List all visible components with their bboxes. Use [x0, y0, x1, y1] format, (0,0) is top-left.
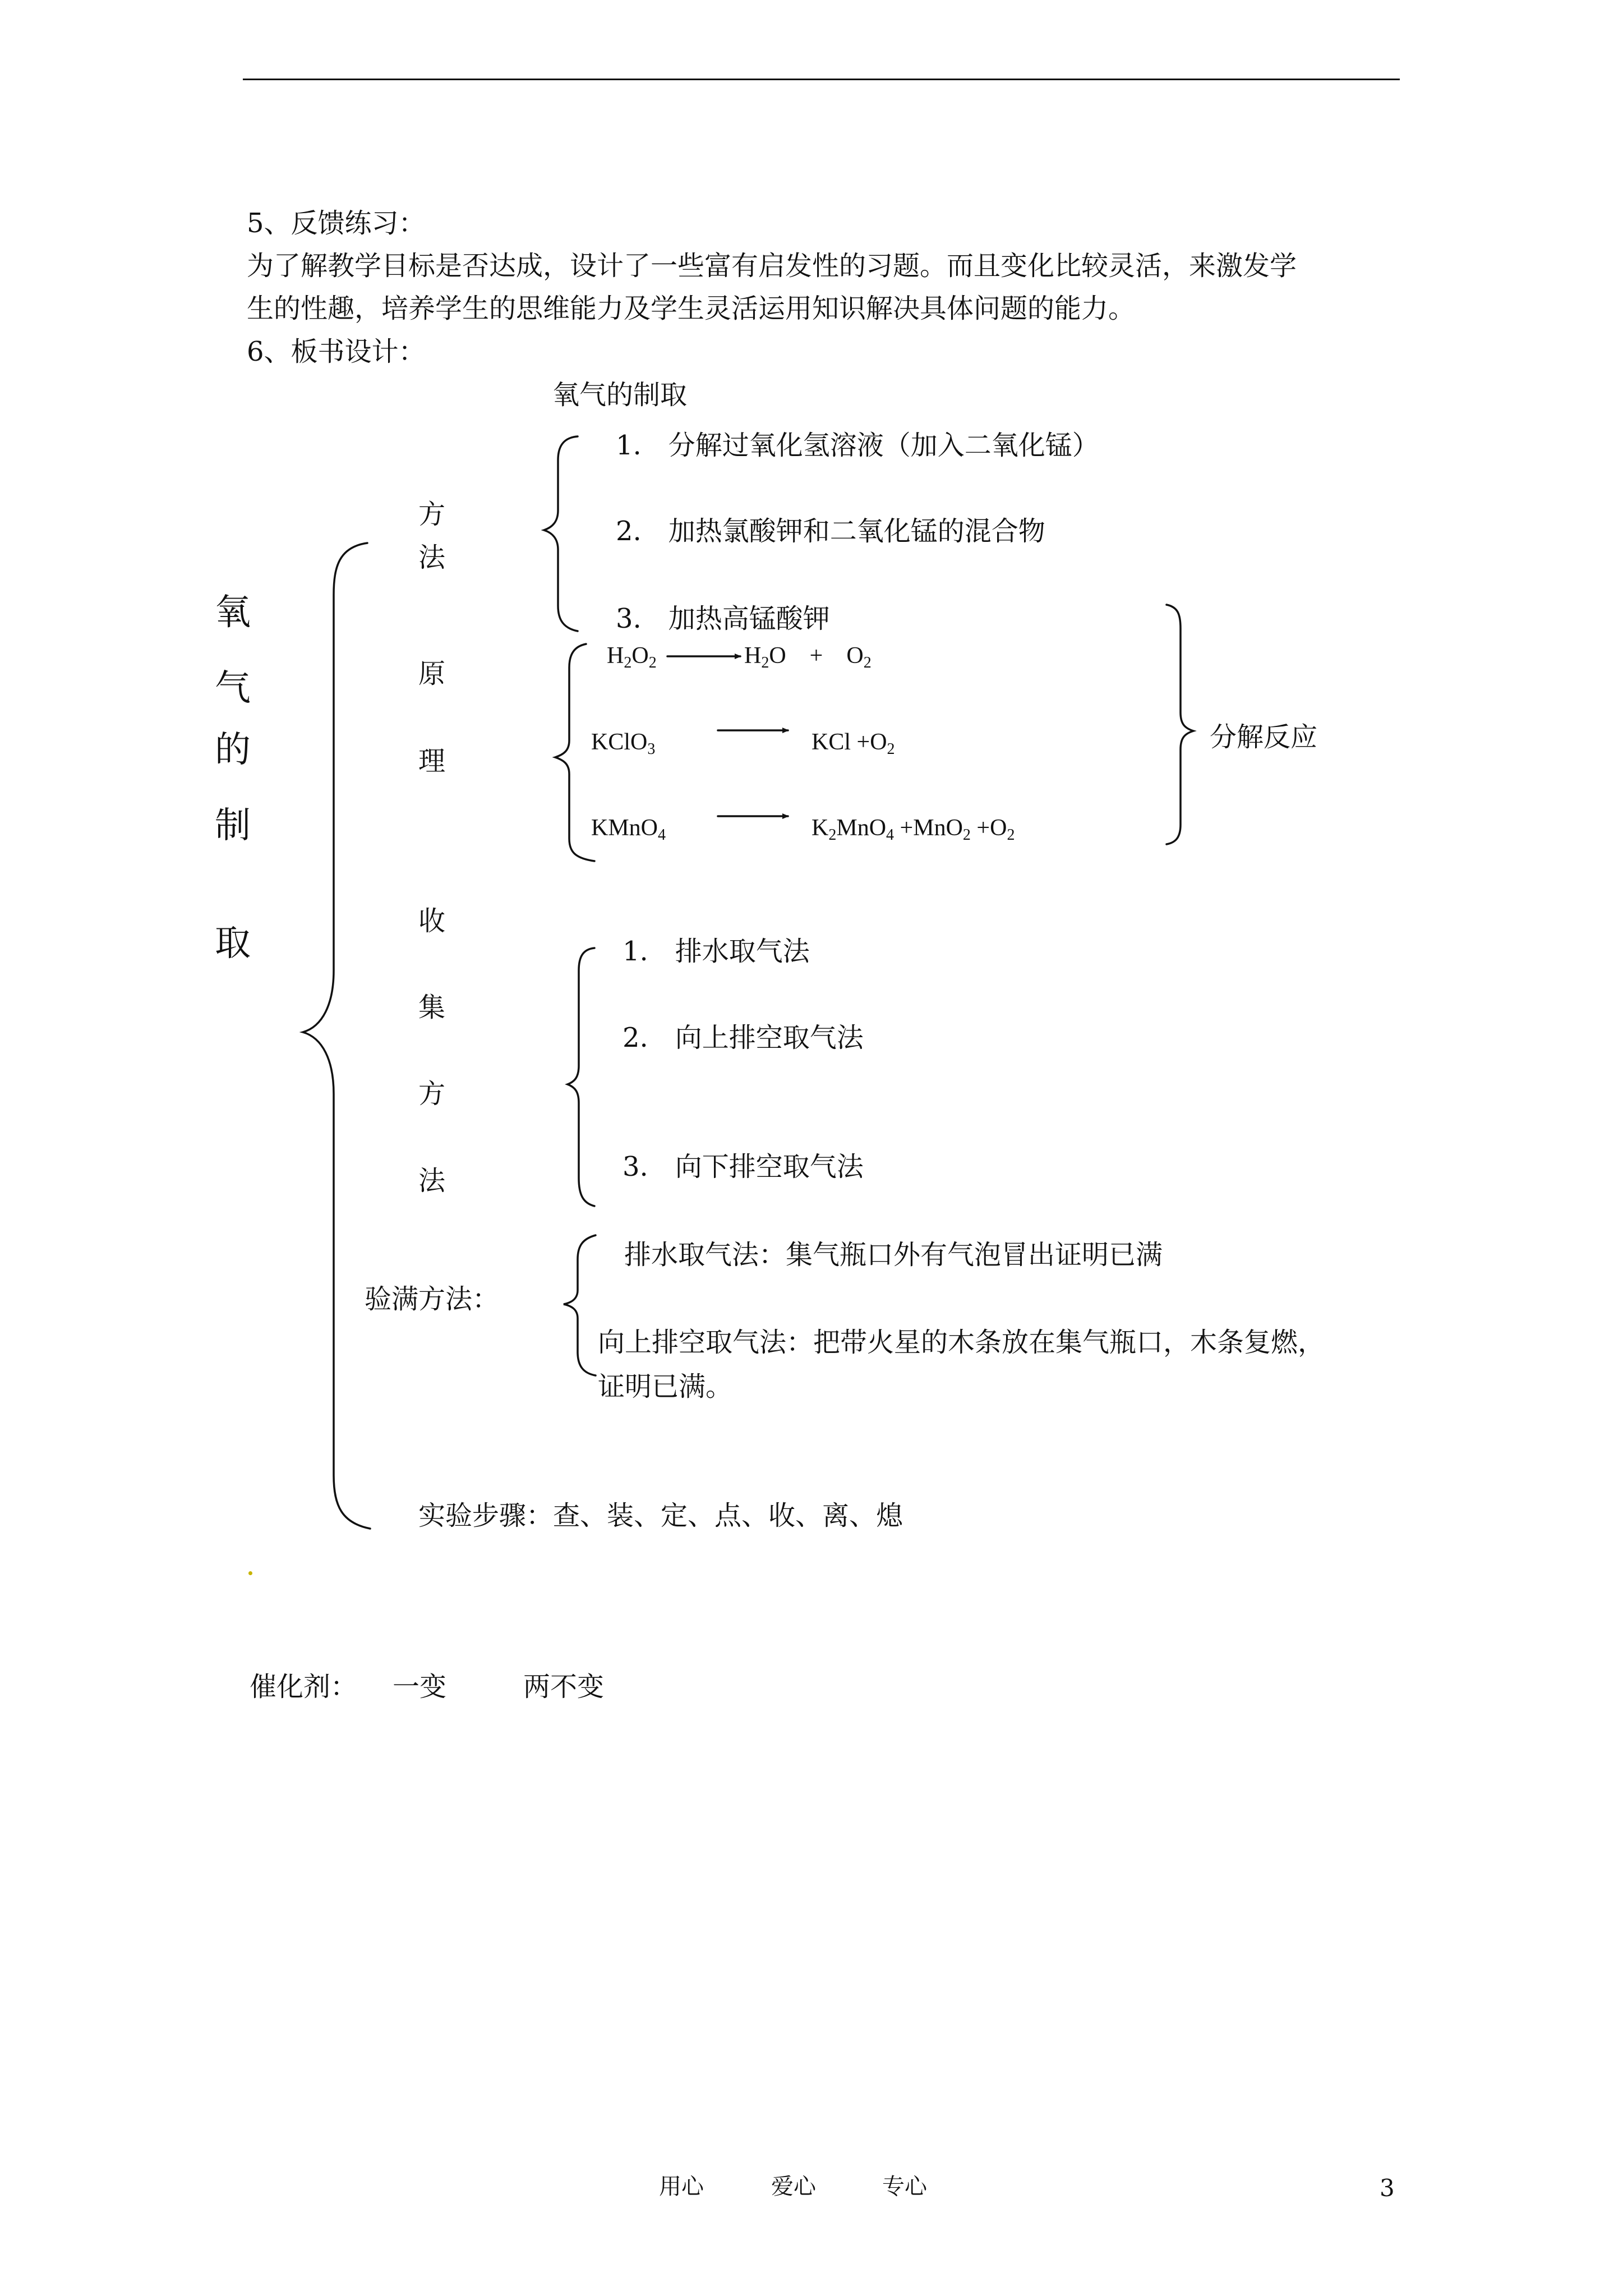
section6-heading: 6、板书设计： [247, 336, 426, 367]
methods-label-char: 方 [418, 499, 446, 530]
methods-brace [544, 436, 578, 631]
experiment-steps: 实验步骤：查、装、定、点、收、离、熄 [418, 1500, 903, 1531]
vertical-title-char: 取 [215, 923, 251, 964]
reaction1-reactant: $H_2O_2$ [607, 643, 657, 671]
collection-item: 2. 向上排空取气法 [623, 1022, 864, 1053]
full-check-water: 排水取气法：集气瓶口外有气泡冒出证明已满 [624, 1239, 1163, 1271]
reaction3-reactant: KMnO$_4$ [591, 815, 666, 844]
full-check-brace [564, 1235, 596, 1375]
method-item: 2. 加热氯酸钾和二氧化锰的混合物 [616, 516, 1045, 547]
principle-label-char: 原 [418, 658, 446, 689]
vertical-title-char: 气 [215, 668, 251, 709]
catalyst-unchanged: 两不变 [523, 1671, 605, 1703]
collection-label-char: 收 [418, 905, 446, 937]
methods-label-char: 法 [418, 542, 446, 573]
reaction2-products: KCl $+O_2$ [811, 729, 895, 758]
page-number: 3 [1380, 2174, 1395, 2202]
decomposition-brace [1166, 605, 1193, 844]
section5-line1: 为了解教学目标是否达成，设计了一些富有启发性的习题。而且变化比较灵活，来激发学 [247, 250, 1297, 282]
method-item: 1. 分解过氧化氢溶液（加入二氧化锰） [616, 430, 1099, 461]
catalyst-label: 催化剂： [250, 1671, 358, 1703]
reaction1-products: $H_2O$ + $O_2$ [744, 643, 872, 671]
collection-item: 3. 向下排空取气法 [623, 1151, 864, 1182]
collection-brace [568, 948, 594, 1206]
vertical-title-char: 的 [215, 729, 251, 771]
full-check-label: 验满方法： [365, 1283, 500, 1315]
footer-motto: 爱心 [771, 2174, 816, 2200]
section5-heading: 5、反馈练习： [247, 208, 426, 239]
full-check-air-line2: 证明已满。 [598, 1371, 733, 1402]
reaction3-products: $K_2MnO_4 +MnO_2 +O_2$ [811, 815, 1015, 844]
method-item: 3. 加热高锰酸钾 [616, 603, 830, 634]
collection-label-char: 集 [418, 992, 446, 1023]
full-check-air-line1: 向上排空取气法：把带火星的木条放在集气瓶口，木条复燃， [598, 1327, 1325, 1358]
vertical-title-char: 制 [215, 805, 251, 846]
collection-label-char: 法 [418, 1165, 446, 1197]
footer-motto: 专心 [882, 2174, 927, 2200]
catalyst-change: 一变 [393, 1671, 447, 1703]
collection-label-char: 方 [418, 1078, 446, 1110]
main-brace [303, 543, 370, 1529]
reaction-type-label: 分解反应 [1210, 721, 1318, 753]
reaction2-reactant: KClO$_3$ [591, 729, 656, 758]
footer-motto: 用心 [659, 2174, 704, 2200]
section5-line2: 生的性趣，培养学生的思维能力及学生灵活运用知识解决具体问题的能力。 [247, 293, 1136, 324]
board-title: 氧气的制取 [552, 379, 688, 411]
principle-label-char: 理 [418, 746, 446, 777]
principle-brace [555, 644, 594, 861]
collection-item: 1. 排水取气法 [623, 936, 810, 967]
vertical-title-char: 氧 [215, 592, 251, 633]
